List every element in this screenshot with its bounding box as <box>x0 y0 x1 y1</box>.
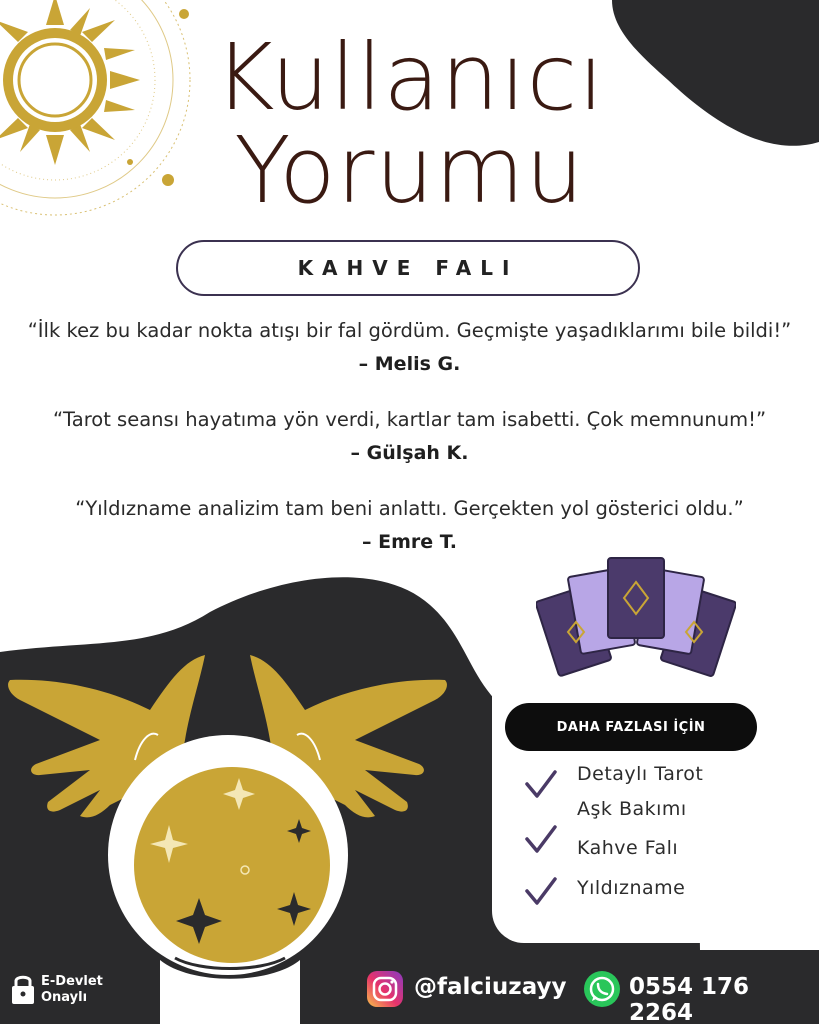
title-line-1: Kullanıcı <box>214 24 605 131</box>
phone-number[interactable]: 0554 176 2264 <box>629 974 750 1024</box>
testimonial-quote-1: “İlk kez bu kadar nokta atışı bir fal gördüm. Geçmişte yaşadıklarımı bile bildi!” <box>27 319 792 342</box>
instagram-icon[interactable] <box>366 970 404 1008</box>
list-item-yildizname: Yıldızname <box>577 877 686 899</box>
testimonial-author-1: – Melis G. <box>358 353 461 375</box>
tarot-cards-icon <box>536 552 736 682</box>
more-button[interactable]: DAHA FAZLASI İÇİN <box>505 703 757 751</box>
testimonial-quote-3: “Yıldızname analizim tam beni anlattı. Gerçekten yol gösterici oldu.” <box>75 497 744 520</box>
instagram-handle[interactable]: @falciuzayy <box>414 974 567 1000</box>
badge-line-2: Onaylı <box>41 990 88 1005</box>
testimonial-author-2: – Gülşah K. <box>350 442 469 464</box>
check-icon <box>525 825 557 855</box>
badge-line-1: E-Devlet <box>41 974 103 989</box>
list-item-ask-bakimi: Aşk Bakımı <box>577 798 687 820</box>
service-pill: KAHVE FALI <box>176 240 640 296</box>
testimonial-author-3: – Emre T. <box>361 531 458 553</box>
title-line-2: Yorumu <box>234 117 585 224</box>
list-item-kahve-fali: Kahve Falı <box>577 837 679 859</box>
list-item-detayli-tarot: Detaylı Tarot <box>577 763 704 785</box>
lock-icon <box>10 972 36 1006</box>
whatsapp-icon[interactable] <box>583 970 621 1008</box>
check-icon <box>525 877 557 907</box>
crystal-ball-illustration <box>0 640 470 1024</box>
testimonial-quote-2: “Tarot seansı hayatıma yön verdi, kartlar tam isabetti. Çok memnunum!” <box>52 408 767 431</box>
check-icon <box>525 770 557 800</box>
